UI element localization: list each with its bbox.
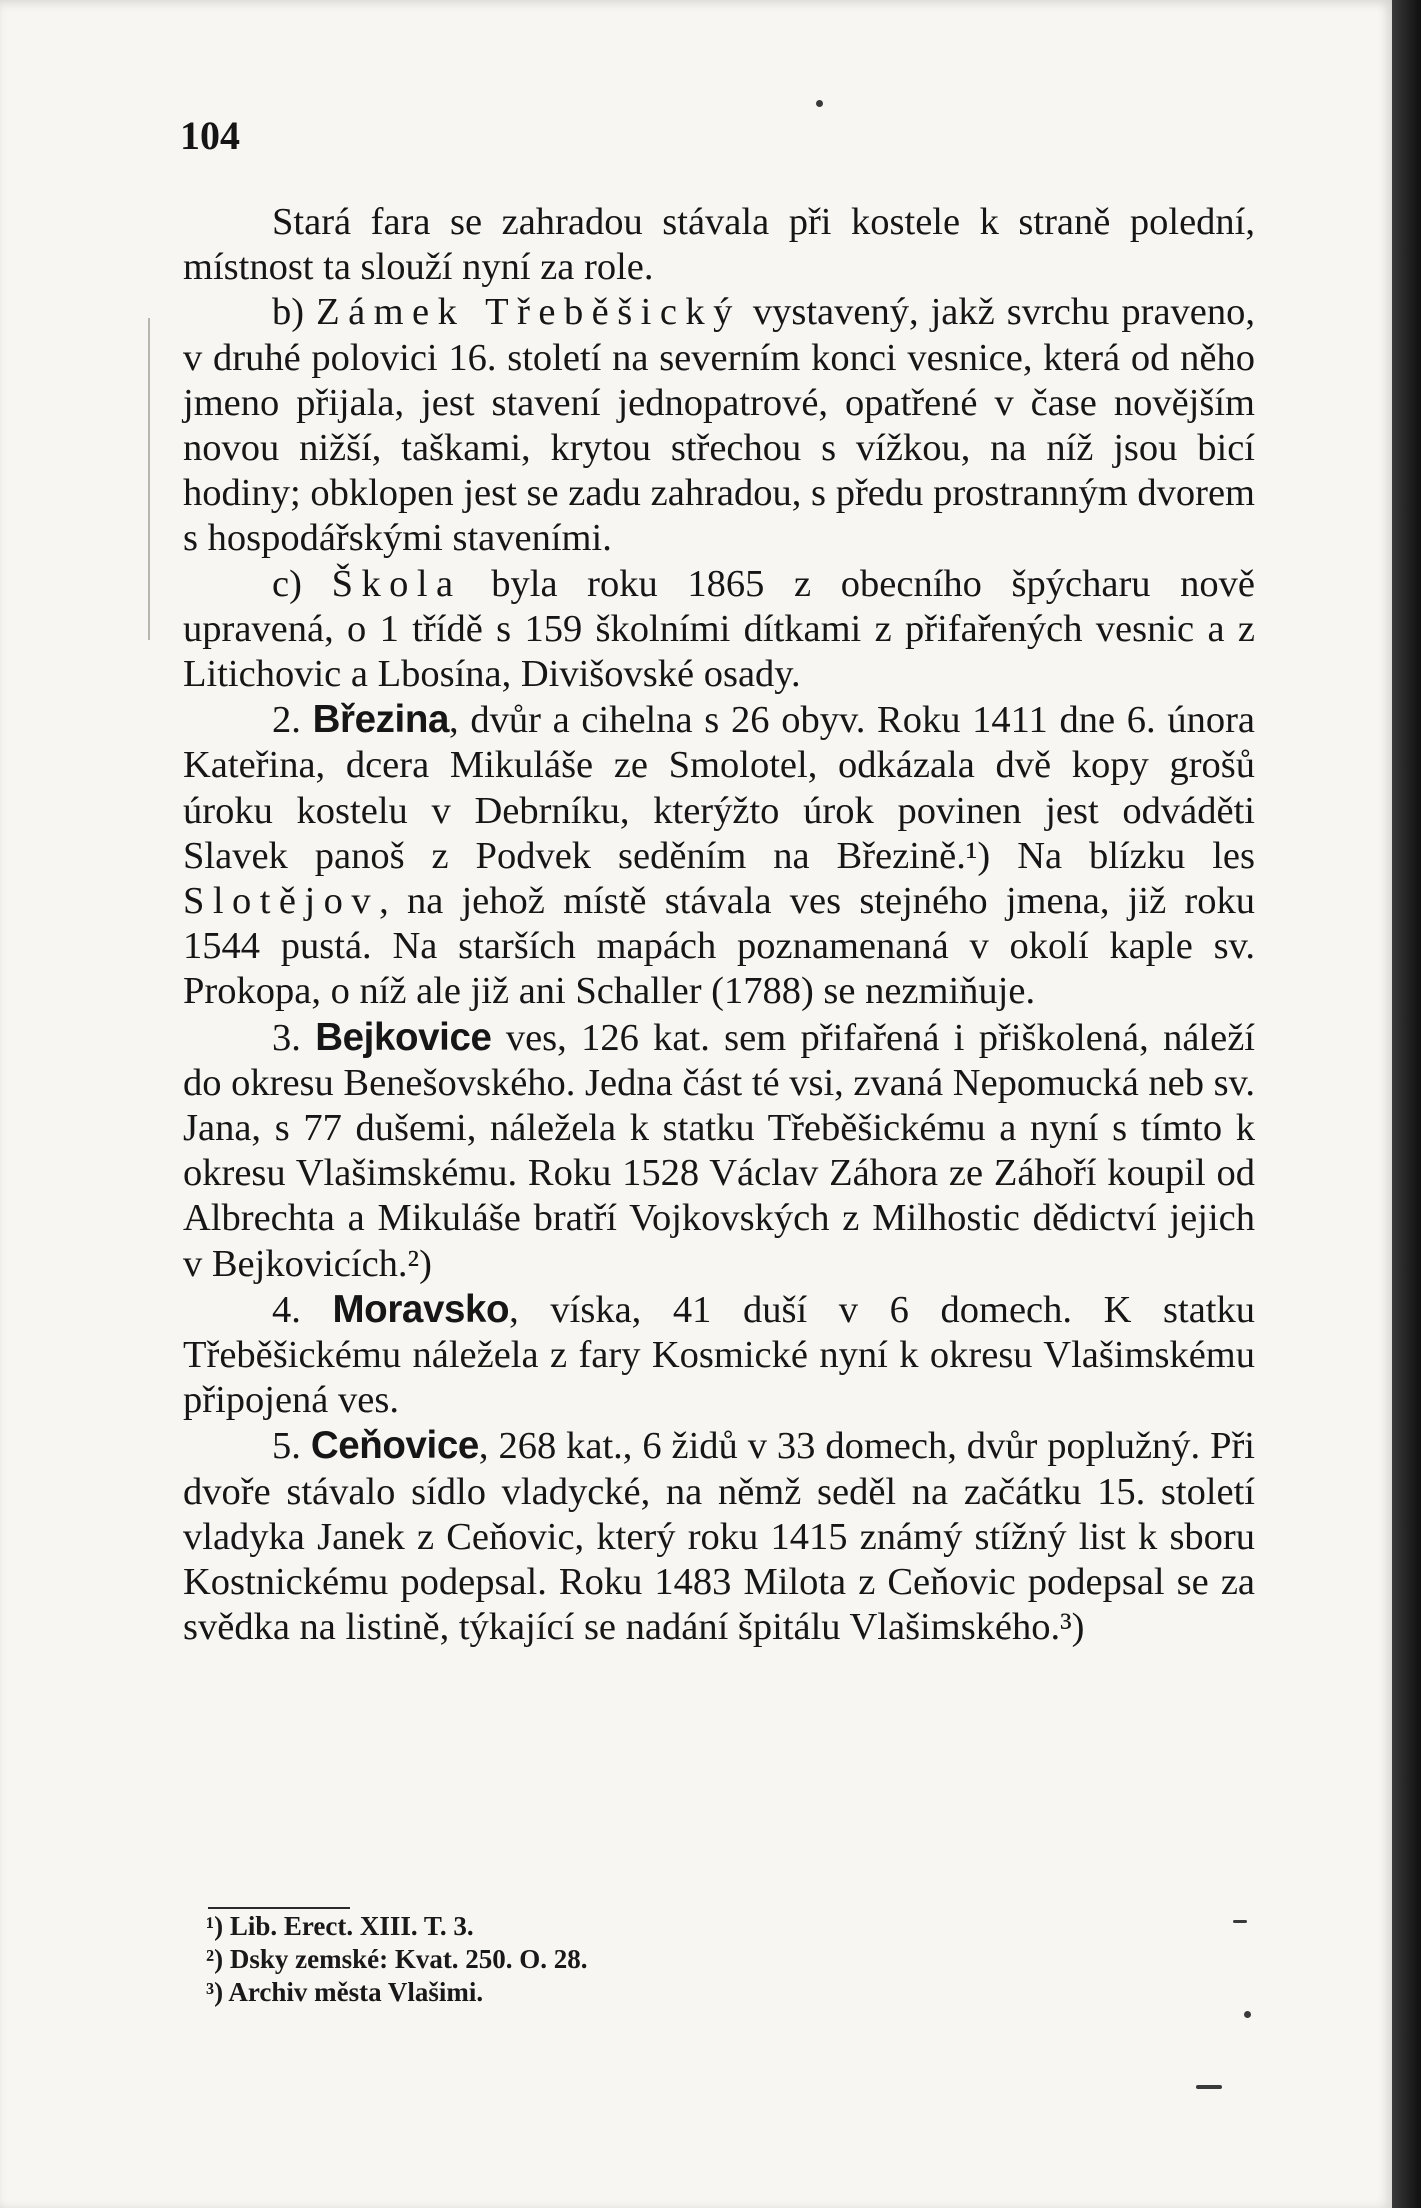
text-run: ves, 126 kat. sem přifařená i přiškolená, náleží do okresu Benešovského. Jedna část té vsi, zvaná Nepomucká neb sv. Jana, s 77 dušemi, náležela k statku Třeběšickému a nyní s tímto k okresu Vlašimskému. Roku 1528 Václav Záhora ze Záhoří koupil od Albrechta a Mikuláše bratří Vojkovských z Milhostic dědictví jejich v Bejkovicích.²) bbox=[183, 1016, 1256, 1285]
footnote-3: ³) Archiv města Vlašimi. bbox=[206, 1977, 484, 2007]
footnote-divider bbox=[208, 1907, 350, 1909]
place-heading: Bejkovice bbox=[315, 1015, 492, 1059]
text-run: Stará fara se zahradou stávala při kostele k straně polední, místnost ta slouží nyní za role. bbox=[183, 201, 1255, 289]
footnote-2: ²) Dsky zemské: Kvat. 250. O. 28. bbox=[206, 1944, 588, 1974]
place-heading: Březina bbox=[312, 698, 449, 742]
paragraph bbox=[183, 697, 1255, 1014]
emphasized-term: Slotějov bbox=[183, 880, 380, 923]
place-heading: Ceňovice bbox=[310, 1424, 479, 1468]
text-run: byla roku 1865 z obecního špýcharu nově upravená, o 1 třídě s 159 školními dítkami z přifařených vesnic a z Litichovic a Lbosína, Divišovské osady. bbox=[183, 562, 1255, 696]
ink-speck bbox=[1244, 2011, 1251, 2018]
paragraph bbox=[183, 1287, 1255, 1424]
scan-edge bbox=[1392, 0, 1421, 2208]
footnotes bbox=[206, 1910, 588, 2009]
text-run: b) bbox=[272, 291, 317, 334]
emphasized-term: Zámek Třeběšický bbox=[316, 291, 741, 334]
margin-pencil-mark bbox=[148, 318, 150, 640]
text-run: , 268 kat., 6 židů v 33 domech, dvůr poplužný. Při dvoře stávalo sídlo vladycké, na němž seděl na začátku 15. století vladyka Janek z Ceňovic, který roku 1415 známý stížný list k sboru Kostnickému podepsal. Roku 1483 Milota z Ceňovic podepsal se za svědka na listině, týkající se nadání špitálu Vlašimského.³) bbox=[183, 1425, 1256, 1649]
text-run: 4. bbox=[272, 1288, 333, 1331]
text-run: , na jehož místě stávala ves stejného jmena, již roku 1544 pustá. Na starších mapách poznamenaná v okolí kaple sv. Prokopa, o níž ale již ani Schaller (1788) se nezmiňuje. bbox=[183, 880, 1255, 1013]
text-run: 5. bbox=[272, 1425, 311, 1468]
paragraph bbox=[183, 200, 1255, 290]
paragraph bbox=[183, 1423, 1255, 1650]
ink-speck bbox=[816, 100, 823, 107]
paragraph bbox=[183, 290, 1255, 561]
paragraph bbox=[183, 562, 1255, 698]
place-heading: Moravsko bbox=[332, 1287, 510, 1331]
ink-speck bbox=[1196, 2085, 1222, 2089]
text-run: vystavený, jakž svrchu praveno, v druhé polovici 16. století na severním konci vesnice, která od něho jmeno přijala, jest stavení jednopatrové, opatřené v čase novějším novou nižší, taškami, krytou střechou s vížkou, na níž jsou bicí hodiny; obklopen jest se zadu zahradou, s předu prostranným dvorem s hospodářskými staveními. bbox=[183, 291, 1256, 560]
text-run: c) bbox=[272, 562, 332, 605]
body-text bbox=[183, 200, 1255, 1651]
text-run: 3. bbox=[272, 1016, 316, 1059]
paragraph bbox=[183, 1015, 1255, 1287]
ink-speck bbox=[1233, 1920, 1247, 1923]
text-run: , víska, 41 duší v 6 domech. K statku Třeběšickému náležela z fary Kosmické nyní k okresu Vlašimskému připojená ves. bbox=[183, 1288, 1256, 1422]
page-number: 104 bbox=[180, 113, 240, 158]
text-run: 2. bbox=[272, 699, 313, 742]
text-run: , dvůr a cihelna s 26 obyv. Roku 1411 dne 6. února Kateřina, dcera Mikuláše ze Smolotel, odkázala dvě kopy grošů úroku kostelu v Debrníku, kterýžto úrok povinen jest odváděti Slavek panoš z Podvek seděním na Březině.¹) Na blízku les bbox=[183, 699, 1256, 877]
footnote-1: ¹) Lib. Erect. XIII. T. 3. bbox=[206, 1911, 474, 1941]
emphasized-term: Škola bbox=[331, 562, 462, 605]
